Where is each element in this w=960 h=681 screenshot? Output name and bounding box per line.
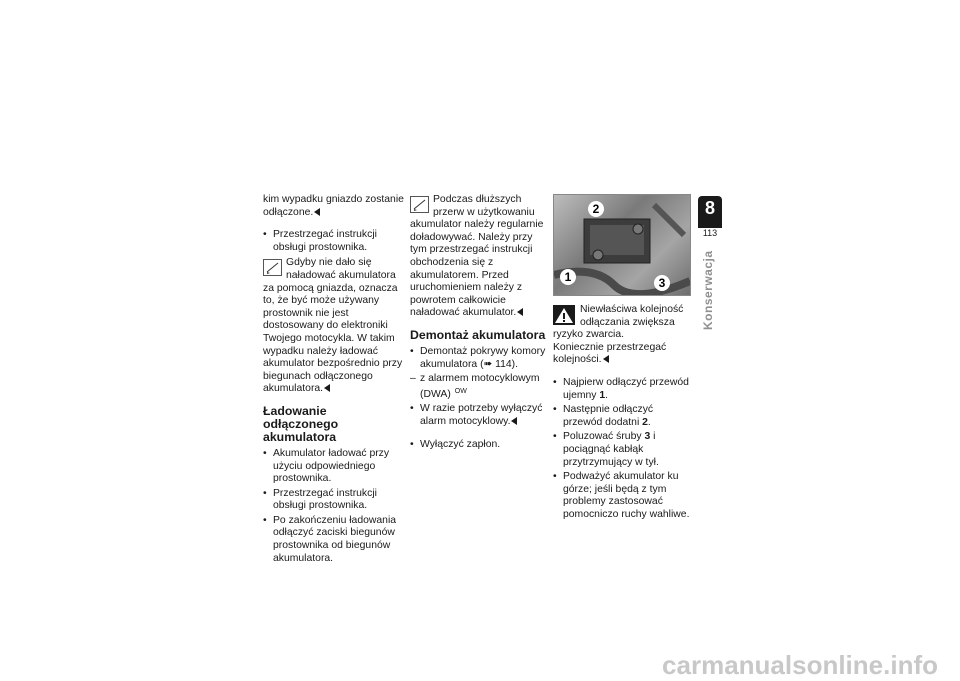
warning-text: Niewłaściwa kolejność odłączania zwiększa ryzyko zwarcia. <box>553 304 684 341</box>
chapter-title: Konserwacja <box>701 250 715 330</box>
intro-text: kim wypadku gniazdo zostanie odłączone. <box>263 194 404 218</box>
note-text: Gdyby nie dało się naładować akumulatora za pomocą gniazda, oznacza to, że być może używany prostownik nie jest dostosowany do elektroniki Twojego motocykla. W takim wypadku należy ładować akumulator bezpośrednio przy biegunach odłączonego akumulatora. <box>263 257 403 395</box>
note-icon <box>263 259 282 276</box>
list-item: • Demontaż pokrywy komory akumulatora (➠ 114). <box>410 346 552 371</box>
list-item: • Przestrzegać instrukcji obsługi prostownika. <box>263 488 405 513</box>
column-2 <box>410 194 552 451</box>
end-mark-icon <box>324 384 330 392</box>
note-block <box>410 194 552 320</box>
list-item: • Najpierw odłączyć przewód ujemny 1. <box>553 377 695 402</box>
chapter-number: 8 <box>704 198 715 218</box>
note-text: Podczas dłuższych przerw w użytkowaniu akumulator należy regularnie doładowywać. Należy przy tym przestrzegać instrukcji obchodzenia się z akumulatorem. Przed uruchomieniem należy z powrotem całkowicie naładować akumulator. <box>410 194 544 319</box>
list-item: • Wyłączyć zapłon. <box>410 439 552 452</box>
list-item: • Przestrzegać instrukcji obsługi prostownika. <box>263 229 405 254</box>
photo-label: 3 <box>654 275 670 291</box>
column-1 <box>263 194 405 565</box>
section-heading: Demontaż akumulatora <box>410 327 546 342</box>
end-mark-icon <box>511 417 517 425</box>
battery-photo <box>553 194 691 296</box>
end-mark-icon <box>314 208 320 216</box>
warning-text: Koniecznie przestrzegać kolejności. <box>553 341 667 366</box>
list-item: • Po zakończeniu ładowania odłączyć zaciski biegunów prostownika od biegunów akumulatora. <box>263 515 405 565</box>
list-item: • W razie potrzeby wyłączyć alarm motocyklowy. <box>410 403 552 428</box>
list-item: • Podważyć akumulator ku górze; jeśli będą z tym problemy zastosować pomocniczo ruchy wahliwe. <box>553 471 695 521</box>
list-item: • Poluzować śruby 3 i pociągnąć kabłąk przytrzymujący w tył. <box>553 431 695 469</box>
photo-label: 2 <box>588 201 604 217</box>
watermark: carmanualsonline.info <box>662 650 938 680</box>
option-marker: OW <box>454 387 467 395</box>
warning-icon <box>553 305 575 325</box>
list-item: • Akumulator ładować przy użyciu odpowiedniego prostownika. <box>263 448 405 486</box>
warning-block <box>553 304 695 367</box>
note-icon <box>410 196 429 213</box>
end-mark-icon <box>603 355 609 363</box>
list-item: – z alarmem motocyklowym (DWA) $^{OW}$ <box>410 373 552 401</box>
list-item: • Następnie odłączyć przewód dodatni 2. <box>553 404 695 429</box>
end-mark-icon <box>517 308 523 316</box>
page-number: 113 <box>698 228 722 238</box>
photo-label: 1 <box>560 269 576 285</box>
section-heading: Ładowanie odłączonego akumulatora <box>263 403 339 444</box>
note-block <box>263 257 405 396</box>
column-3 <box>553 194 695 522</box>
